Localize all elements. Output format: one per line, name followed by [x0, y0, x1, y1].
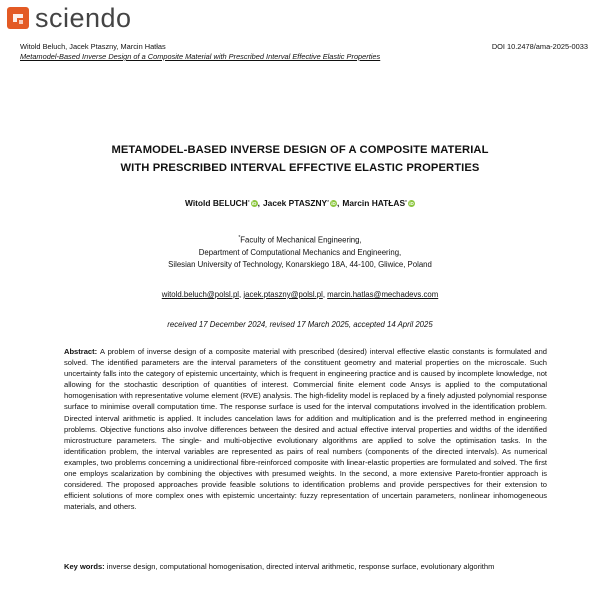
orcid-icon[interactable]: iD	[331, 200, 336, 206]
sciendo-logo-icon	[6, 6, 30, 30]
email-separator: ,	[239, 290, 244, 299]
keywords-label: Key words:	[64, 562, 107, 571]
author-name: Jacek PTASZNY	[263, 198, 328, 208]
author-name: Witold BELUCH	[184, 198, 248, 208]
email-list	[0, 290, 600, 299]
author-name: Marcin HATŁAS	[342, 198, 406, 208]
orcid-icon[interactable]: iD	[251, 200, 257, 206]
doi: DOI 10.2478/ama-2025-0033	[491, 42, 588, 51]
affil-line-2: Department of Computational Mechanics and Engineering,	[198, 247, 402, 257]
email-separator: ,	[322, 290, 328, 299]
abstract-label: Abstract:	[64, 347, 101, 356]
affiliation	[0, 232, 600, 271]
header-short-title[interactable]: Metamodel-Based Inverse Design of a Composite Material with Prescribed Interval Effective Elastic Properties	[20, 52, 381, 61]
email-link[interactable]: jacek.ptaszny@polsl.pl	[243, 290, 323, 299]
brand	[6, 4, 132, 32]
keywords	[64, 561, 547, 572]
author-list	[0, 198, 600, 208]
abstract-text: A problem of inverse design of a composite material with prescribed (desired) interval effective elastic constants is formulated and solved. The identified parameters are the interval parameters of the constituent geometry and material properties on the microscale. Such uncertainty falls into the category of epistemic uncertainty, which is frequent in engineering practice and is caused by incomplete knowledge, not allowing for the stochastic description of quantities of interest. Commercial finite element code Ansys is applied to the computational homogenisation with representative volume element (RVE) analysis. The high-fidelity model is replaced by a finely adjusted polynomial response surface to minimise overall computation time. The response surface is used for the interval computations involved in the identification problem. Directed interval arithmetic is applied. It includes cancelation laws for addition and multiplication and is the preferred method in engineering problems. Objective functions also involve differences between the desired and actual effective interval properties and widths of the identified microstructure parameters. The single- and multi-objective evolutionary algorithms are applied to solve the optimisation tasks. In the identification problem, the interval variables are represented as pairs of real numbers (components of the directed intervals). As numerical examples, two problems concerning a unidirectional fibre-reinforced composite with linear-elastic properties are formulated and solved. The first one employs scalarization by combining the objectives with presumed weights. In the second, a more extensive Pareto-frontier approach is considered. The proposed approaches provide feasible solutions to identification problems and provide perspectives for their extension to efficient solutions of more complex ones with epistemic uncertainty: fuzzy representation of uncertain parameters, nonlinear inhomogeneous materials, and others.	[64, 347, 547, 512]
brand-name: sciendo	[35, 3, 132, 33]
abstract	[64, 346, 547, 512]
title-line-2: WITH PRESCRIBED INTERVAL EFFECTIVE ELASTIC PROPERTIES	[120, 162, 480, 174]
author-affil-mark: *	[405, 200, 407, 206]
affil-mark: *	[238, 235, 241, 241]
paper-title	[0, 141, 600, 177]
running-header	[20, 42, 380, 62]
author-separator: ,	[337, 198, 340, 208]
keywords-text: inverse design, computational homogenisation, directed interval arithmetic, response surface, evolutionary algorithm	[106, 562, 495, 571]
affil-line-1: Faculty of Mechanical Engineering,	[240, 235, 362, 245]
title-line-1: METAMODEL-BASED INVERSE DESIGN OF A COMPOSITE MATERIAL	[111, 144, 489, 156]
author-separator: ,	[257, 198, 260, 208]
email-link[interactable]: witold.beluch@polsl.pl	[161, 290, 240, 299]
affil-line-3: Silesian University of Technology, Konarskiego 18A, 44-100, Gliwice, Poland	[168, 259, 432, 269]
orcid-icon[interactable]: iD	[409, 200, 414, 206]
author-affil-mark: *	[327, 200, 330, 206]
header-authors: Witold Beluch, Jacek Ptaszny, Marcin Hatłas	[20, 42, 166, 51]
submission-dates: received 17 December 2024, revised 17 March 2025, accepted 14 April 2025	[167, 320, 433, 329]
author-affil-mark: *	[247, 200, 250, 206]
email-link[interactable]: marcin.hatlas@mechadevs.com	[327, 290, 439, 299]
